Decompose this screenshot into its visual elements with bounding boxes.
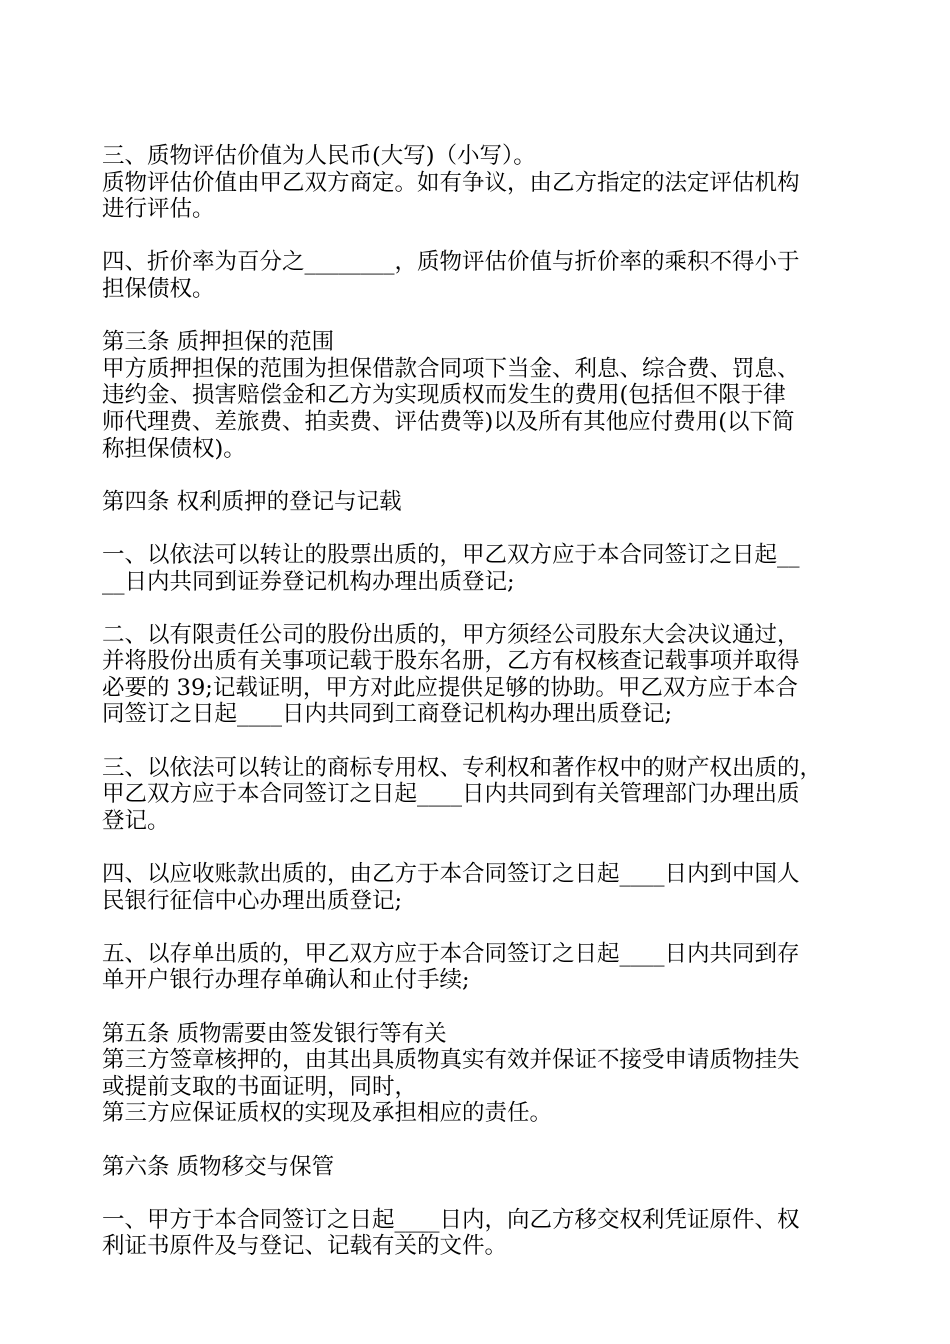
text-line: 四、以应收账款出质的，由乙方于本合同签订之日起____日内到中国人 [102, 861, 800, 888]
paragraph-deposit-pledge [102, 941, 882, 994]
paragraph-receivables-pledge [102, 861, 882, 914]
article-5 [102, 1021, 882, 1127]
text-line: 五、以存单出质的，甲乙双方应于本合同签订之日起____日内共同到存 [102, 940, 800, 967]
text-line: __日内共同到证券登记机构办理出质登记; [102, 568, 515, 595]
paragraph-stock-pledge [102, 542, 882, 595]
article-heading: 第五条 质物需要由签发银行等有关 [102, 1020, 447, 1047]
text-line: 甲方质押担保的范围为担保借款合同项下当金、利息、综合费、罚息、 [102, 355, 800, 382]
article-3 [102, 329, 882, 462]
paragraph-valuation [102, 143, 882, 223]
text-line: 第三方应保证质权的实现及承担相应的责任。 [102, 1100, 553, 1127]
text-line: 师代理费、差旅费、拍卖费、评估费等)以及所有其他应付费用(以下简 [102, 408, 795, 435]
text-line: 并将股份出质有关事项记载于股东名册，乙方有权核查记载事项并取得 [102, 648, 800, 675]
text-line: 利证书原件及与登记、记载有关的文件。 [102, 1233, 508, 1260]
text-line: 质物评估价值由甲乙双方商定。如有争议，由乙方指定的法定评估机构 [102, 169, 800, 196]
text-line: 第三方签章核押的，由其出具质物真实有效并保证不接受申请质物挂失 [102, 1047, 800, 1074]
text-line: 单开户银行办理存单确认和止付手续; [102, 967, 470, 994]
article-heading: 第三条 质押担保的范围 [102, 329, 335, 356]
text-line: 同签订之日起____日内共同到工商登记机构办理出质登记; [102, 701, 673, 728]
text-line: 进行评估。 [102, 196, 215, 223]
text-line: 担保债权。 [102, 275, 215, 302]
text-line: 甲乙双方应于本合同签订之日起____日内共同到有关管理部门办理出质 [102, 781, 800, 808]
article-6-heading [102, 1154, 882, 1181]
text-line: 或提前支取的书面证明，同时， [102, 1073, 418, 1100]
text-line: 四、折价率为百分之________，质物评估价值与折价率的乘积不得小于 [102, 249, 800, 276]
text-line: 一、甲方于本合同签订之日起____日内，向乙方移交权利凭证原件、权 [102, 1206, 800, 1233]
paragraph-discount-rate [102, 249, 882, 302]
text-line: 三、质物评估价值为人民币(大写)（小写）。 [102, 143, 536, 169]
paragraph-transfer [102, 1207, 882, 1260]
article-4-heading [102, 489, 882, 516]
paragraph-share-pledge [102, 622, 882, 728]
text-line: 登记。 [102, 807, 170, 834]
text-line: 称担保债权)。 [102, 435, 246, 462]
article-heading: 第四条 权利质押的登记与记载 [102, 488, 402, 515]
text-line: 二、以有限责任公司的股份出质的，甲方须经公司股东大会决议通过， [102, 621, 800, 648]
text-line: 三、以依法可以转让的商标专用权、专利权和著作权中的财产权出质的， [102, 754, 823, 781]
text-line: 一、以依法可以转让的股票出质的，甲乙双方应于本合同签订之日起__ [102, 541, 800, 568]
text-line: 违约金、损害赔偿金和乙方为实现质权而发生的费用(包括但不限于律 [102, 382, 786, 409]
article-heading: 第六条 质物移交与保管 [102, 1153, 335, 1180]
text-line: 民银行征信中心办理出质登记; [102, 887, 403, 914]
text-line: 必要的 39;记载证明，甲方对此应提供足够的协助。甲乙双方应于本合 [102, 674, 798, 701]
document-body [102, 143, 882, 1287]
paragraph-ip-pledge [102, 755, 882, 835]
